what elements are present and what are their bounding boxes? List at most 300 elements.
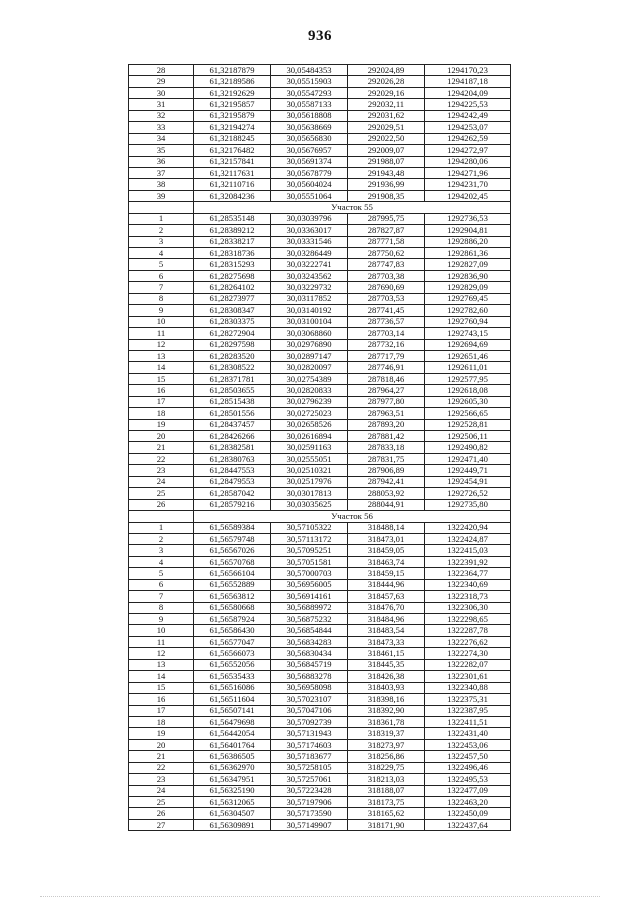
- point-number-cell: 23: [129, 465, 194, 476]
- latitude-cell: 61,32194274: [194, 122, 271, 133]
- longitude-cell: 30,03331546: [271, 236, 348, 247]
- longitude-cell: 30,05676957: [271, 145, 348, 156]
- y-coordinate-cell: 1294170,23: [425, 65, 511, 76]
- table-row: [129, 739, 511, 750]
- longitude-cell: 30,56889972: [271, 602, 348, 613]
- point-number-cell: 27: [129, 819, 194, 830]
- point-number-cell: 7: [129, 282, 194, 293]
- x-coordinate-cell: 287977,80: [348, 396, 425, 407]
- point-number-cell: 18: [129, 716, 194, 727]
- table-row: [129, 453, 511, 464]
- y-coordinate-cell: 1322282,07: [425, 659, 511, 670]
- y-coordinate-cell: 1322340,88: [425, 682, 511, 693]
- x-coordinate-cell: 291908,35: [348, 190, 425, 201]
- x-coordinate-cell: 318476,70: [348, 602, 425, 613]
- x-coordinate-cell: 287750,62: [348, 248, 425, 259]
- latitude-cell: 61,28587042: [194, 488, 271, 499]
- y-coordinate-cell: 1322431,40: [425, 728, 511, 739]
- y-coordinate-cell: 1294280,06: [425, 156, 511, 167]
- table-row: [129, 431, 511, 442]
- longitude-cell: 30,02897147: [271, 350, 348, 361]
- longitude-cell: 30,57113172: [271, 533, 348, 544]
- x-coordinate-cell: 287746,91: [348, 362, 425, 373]
- table-row: [129, 682, 511, 693]
- latitude-cell: 61,32195857: [194, 99, 271, 110]
- y-coordinate-cell: 1292827,09: [425, 259, 511, 270]
- point-number-cell: 12: [129, 648, 194, 659]
- y-coordinate-cell: 1292904,81: [425, 225, 511, 236]
- point-number-cell: 1: [129, 213, 194, 224]
- latitude-cell: 61,32187879: [194, 65, 271, 76]
- x-coordinate-cell: 318165,62: [348, 808, 425, 819]
- table-row: [129, 659, 511, 670]
- longitude-cell: 30,05587133: [271, 99, 348, 110]
- longitude-cell: 30,02754389: [271, 373, 348, 384]
- table-row: [129, 614, 511, 625]
- y-coordinate-cell: 1322274,30: [425, 648, 511, 659]
- longitude-cell: 30,05638669: [271, 122, 348, 133]
- y-coordinate-cell: 1292449,71: [425, 465, 511, 476]
- latitude-cell: 61,56309891: [194, 819, 271, 830]
- x-coordinate-cell: 287771,58: [348, 236, 425, 247]
- coordinates-table-body: [129, 65, 511, 831]
- x-coordinate-cell: 318256,86: [348, 751, 425, 762]
- longitude-cell: 30,03222741: [271, 259, 348, 270]
- latitude-cell: 61,56570768: [194, 556, 271, 567]
- table-row: [129, 179, 511, 190]
- latitude-cell: 61,28273977: [194, 293, 271, 304]
- x-coordinate-cell: 318473,01: [348, 533, 425, 544]
- x-coordinate-cell: 287690,69: [348, 282, 425, 293]
- table-row: [129, 579, 511, 590]
- table-row: [129, 122, 511, 133]
- longitude-cell: 30,57173590: [271, 808, 348, 819]
- latitude-cell: 61,56563812: [194, 591, 271, 602]
- longitude-cell: 30,56830434: [271, 648, 348, 659]
- table-row: [129, 591, 511, 602]
- longitude-cell: 30,57131943: [271, 728, 348, 739]
- latitude-cell: 61,32195879: [194, 110, 271, 121]
- point-number-cell: 3: [129, 236, 194, 247]
- point-number-cell: 26: [129, 499, 194, 510]
- longitude-cell: 30,56914161: [271, 591, 348, 602]
- point-number-cell: 12: [129, 339, 194, 350]
- longitude-cell: 30,57258105: [271, 762, 348, 773]
- longitude-cell: 30,57105322: [271, 522, 348, 533]
- x-coordinate-cell: 287881,42: [348, 431, 425, 442]
- longitude-cell: 30,03363017: [271, 225, 348, 236]
- longitude-cell: 30,03017813: [271, 488, 348, 499]
- longitude-cell: 30,05547293: [271, 87, 348, 98]
- longitude-cell: 30,02820833: [271, 385, 348, 396]
- point-number-cell: 22: [129, 762, 194, 773]
- latitude-cell: 61,28308522: [194, 362, 271, 373]
- latitude-cell: 61,32157841: [194, 156, 271, 167]
- y-coordinate-cell: 1294202,45: [425, 190, 511, 201]
- y-coordinate-cell: 1292471,40: [425, 453, 511, 464]
- table-row: [129, 396, 511, 407]
- point-number-cell: 25: [129, 797, 194, 808]
- latitude-cell: 61,32176482: [194, 145, 271, 156]
- x-coordinate-cell: 292029,51: [348, 122, 425, 133]
- point-number-cell: 17: [129, 705, 194, 716]
- longitude-cell: 30,03140192: [271, 305, 348, 316]
- latitude-cell: 61,28426266: [194, 431, 271, 442]
- latitude-cell: 61,28535148: [194, 213, 271, 224]
- y-coordinate-cell: 1322301,61: [425, 671, 511, 682]
- table-row: [129, 716, 511, 727]
- longitude-cell: 30,56875232: [271, 614, 348, 625]
- point-number-cell: 9: [129, 305, 194, 316]
- latitude-cell: 61,56586430: [194, 625, 271, 636]
- latitude-cell: 61,32110716: [194, 179, 271, 190]
- latitude-cell: 61,28503655: [194, 385, 271, 396]
- y-coordinate-cell: 1322415,03: [425, 545, 511, 556]
- table-row: [129, 419, 511, 430]
- x-coordinate-cell: 318444,96: [348, 579, 425, 590]
- point-number-cell: 2: [129, 225, 194, 236]
- latitude-cell: 61,56362970: [194, 762, 271, 773]
- x-coordinate-cell: 292031,62: [348, 110, 425, 121]
- y-coordinate-cell: 1322420,94: [425, 522, 511, 533]
- longitude-cell: 30,56883278: [271, 671, 348, 682]
- table-row: [129, 87, 511, 98]
- x-coordinate-cell: 287831,75: [348, 453, 425, 464]
- latitude-cell: 61,56507141: [194, 705, 271, 716]
- point-number-cell: 11: [129, 328, 194, 339]
- point-number-cell: 35: [129, 145, 194, 156]
- table-row: [129, 293, 511, 304]
- table-row: [129, 785, 511, 796]
- y-coordinate-cell: 1292829,09: [425, 282, 511, 293]
- table-row: [129, 751, 511, 762]
- y-coordinate-cell: 1292782,60: [425, 305, 511, 316]
- point-number-cell: 19: [129, 728, 194, 739]
- longitude-cell: 30,02510321: [271, 465, 348, 476]
- latitude-cell: 61,56347951: [194, 774, 271, 785]
- x-coordinate-cell: 318361,78: [348, 716, 425, 727]
- table-row: [129, 65, 511, 76]
- latitude-cell: 61,28272904: [194, 328, 271, 339]
- table-row: [129, 499, 511, 510]
- table-row: [129, 442, 511, 453]
- table-row: [129, 328, 511, 339]
- latitude-cell: 61,28515438: [194, 396, 271, 407]
- y-coordinate-cell: 1322391,92: [425, 556, 511, 567]
- point-number-cell: 4: [129, 248, 194, 259]
- point-number-cell: 29: [129, 76, 194, 87]
- y-coordinate-cell: 1294271,96: [425, 167, 511, 178]
- x-coordinate-cell: 291988,07: [348, 156, 425, 167]
- longitude-cell: 30,57183677: [271, 751, 348, 762]
- table-row: [129, 362, 511, 373]
- latitude-cell: 61,56567026: [194, 545, 271, 556]
- latitude-cell: 61,56589384: [194, 522, 271, 533]
- y-coordinate-cell: 1322306,30: [425, 602, 511, 613]
- y-coordinate-cell: 1292886,20: [425, 236, 511, 247]
- latitude-cell: 61,28437457: [194, 419, 271, 430]
- y-coordinate-cell: 1292611,01: [425, 362, 511, 373]
- latitude-cell: 61,28275698: [194, 270, 271, 281]
- coordinates-table: [128, 64, 511, 831]
- table-row: [129, 76, 511, 87]
- section-header-row: [129, 202, 511, 213]
- latitude-cell: 61,56566073: [194, 648, 271, 659]
- longitude-cell: 30,02976890: [271, 339, 348, 350]
- latitude-cell: 61,28338217: [194, 236, 271, 247]
- latitude-cell: 61,56511604: [194, 694, 271, 705]
- point-number-cell: 2: [129, 533, 194, 544]
- y-coordinate-cell: 1292577,95: [425, 373, 511, 384]
- latitude-cell: 61,32117631: [194, 167, 271, 178]
- point-number-cell: 14: [129, 362, 194, 373]
- point-number-cell: 3: [129, 545, 194, 556]
- latitude-cell: 61,56587924: [194, 614, 271, 625]
- point-number-cell: 24: [129, 476, 194, 487]
- x-coordinate-cell: 318483,54: [348, 625, 425, 636]
- table-row: [129, 728, 511, 739]
- x-coordinate-cell: 318459,15: [348, 568, 425, 579]
- x-coordinate-cell: 287893,20: [348, 419, 425, 430]
- point-number-cell: 10: [129, 625, 194, 636]
- point-number-cell: 30: [129, 87, 194, 98]
- x-coordinate-cell: 318484,96: [348, 614, 425, 625]
- y-coordinate-cell: 1292454,91: [425, 476, 511, 487]
- y-coordinate-cell: 1322477,09: [425, 785, 511, 796]
- longitude-cell: 30,03039796: [271, 213, 348, 224]
- x-coordinate-cell: 287833,18: [348, 442, 425, 453]
- table-row: [129, 99, 511, 110]
- x-coordinate-cell: 287964,27: [348, 385, 425, 396]
- longitude-cell: 30,05618808: [271, 110, 348, 121]
- point-number-cell: 11: [129, 636, 194, 647]
- y-coordinate-cell: 1292618,08: [425, 385, 511, 396]
- y-coordinate-cell: 1322340,69: [425, 579, 511, 590]
- y-coordinate-cell: 1322495,53: [425, 774, 511, 785]
- y-coordinate-cell: 1294225,53: [425, 99, 511, 110]
- latitude-cell: 61,28308347: [194, 305, 271, 316]
- table-row: [129, 636, 511, 647]
- longitude-cell: 30,03068860: [271, 328, 348, 339]
- x-coordinate-cell: 318473,33: [348, 636, 425, 647]
- point-number-cell: 8: [129, 293, 194, 304]
- latitude-cell: 61,56312065: [194, 797, 271, 808]
- point-number-cell: 21: [129, 751, 194, 762]
- table-row: [129, 762, 511, 773]
- x-coordinate-cell: 318445,35: [348, 659, 425, 670]
- table-row: [129, 602, 511, 613]
- x-coordinate-cell: 287717,79: [348, 350, 425, 361]
- latitude-cell: 61,56304507: [194, 808, 271, 819]
- point-number-cell: 21: [129, 442, 194, 453]
- section-title: Участок 55: [194, 202, 511, 213]
- y-coordinate-cell: 1322453,06: [425, 739, 511, 750]
- point-number-cell: 7: [129, 591, 194, 602]
- y-coordinate-cell: 1292694,69: [425, 339, 511, 350]
- section-header-row: [129, 511, 511, 522]
- point-number-cell: 25: [129, 488, 194, 499]
- longitude-cell: 30,05678779: [271, 167, 348, 178]
- y-coordinate-cell: 1292736,53: [425, 213, 511, 224]
- table-row: [129, 705, 511, 716]
- y-coordinate-cell: 1322276,62: [425, 636, 511, 647]
- table-row: [129, 259, 511, 270]
- table-row: [129, 568, 511, 579]
- longitude-cell: 30,02796239: [271, 396, 348, 407]
- x-coordinate-cell: 292026,28: [348, 76, 425, 87]
- y-coordinate-cell: 1292566,65: [425, 408, 511, 419]
- table-row: [129, 488, 511, 499]
- point-number-cell: 39: [129, 190, 194, 201]
- point-number-cell: 13: [129, 350, 194, 361]
- y-coordinate-cell: 1322463,20: [425, 797, 511, 808]
- point-number-cell: 26: [129, 808, 194, 819]
- longitude-cell: 30,05515903: [271, 76, 348, 87]
- point-number-cell: 18: [129, 408, 194, 419]
- longitude-cell: 30,03035625: [271, 499, 348, 510]
- x-coordinate-cell: 287703,38: [348, 270, 425, 281]
- point-number-cell: 14: [129, 671, 194, 682]
- latitude-cell: 61,28318736: [194, 248, 271, 259]
- point-number-cell: 38: [129, 179, 194, 190]
- longitude-cell: 30,57223428: [271, 785, 348, 796]
- latitude-cell: 61,56516086: [194, 682, 271, 693]
- point-number-cell: 16: [129, 385, 194, 396]
- latitude-cell: 61,56401764: [194, 739, 271, 750]
- point-number-cell: 33: [129, 122, 194, 133]
- x-coordinate-cell: 291943,48: [348, 167, 425, 178]
- longitude-cell: 30,05691374: [271, 156, 348, 167]
- point-number-cell: 9: [129, 614, 194, 625]
- latitude-cell: 61,28579216: [194, 499, 271, 510]
- y-coordinate-cell: 1322496,46: [425, 762, 511, 773]
- latitude-cell: 61,28447553: [194, 465, 271, 476]
- point-number-cell: 17: [129, 396, 194, 407]
- point-number-cell: 15: [129, 682, 194, 693]
- longitude-cell: 30,02725023: [271, 408, 348, 419]
- latitude-cell: 61,28371781: [194, 373, 271, 384]
- latitude-cell: 61,32084236: [194, 190, 271, 201]
- longitude-cell: 30,57051581: [271, 556, 348, 567]
- point-number-cell: 13: [129, 659, 194, 670]
- y-coordinate-cell: 1322411,51: [425, 716, 511, 727]
- table-row: [129, 808, 511, 819]
- x-coordinate-cell: 288044,91: [348, 499, 425, 510]
- y-coordinate-cell: 1294242,49: [425, 110, 511, 121]
- table-row: [129, 145, 511, 156]
- latitude-cell: 61,56577047: [194, 636, 271, 647]
- x-coordinate-cell: 318188,07: [348, 785, 425, 796]
- x-coordinate-cell: 318173,75: [348, 797, 425, 808]
- longitude-cell: 30,56834283: [271, 636, 348, 647]
- y-coordinate-cell: 1292726,52: [425, 488, 511, 499]
- x-coordinate-cell: 287963,51: [348, 408, 425, 419]
- latitude-cell: 61,28264102: [194, 282, 271, 293]
- latitude-cell: 61,56579748: [194, 533, 271, 544]
- y-coordinate-cell: 1322375,31: [425, 694, 511, 705]
- y-coordinate-cell: 1322298,65: [425, 614, 511, 625]
- section-header-blank-cell: [129, 511, 194, 522]
- x-coordinate-cell: 318457,63: [348, 591, 425, 602]
- point-number-cell: 10: [129, 316, 194, 327]
- latitude-cell: 61,56566104: [194, 568, 271, 579]
- table-row: [129, 556, 511, 567]
- x-coordinate-cell: 291936,99: [348, 179, 425, 190]
- longitude-cell: 30,57095251: [271, 545, 348, 556]
- y-coordinate-cell: 1322318,73: [425, 591, 511, 602]
- y-coordinate-cell: 1292735,80: [425, 499, 511, 510]
- point-number-cell: 19: [129, 419, 194, 430]
- latitude-cell: 61,32189586: [194, 76, 271, 87]
- x-coordinate-cell: 318403,93: [348, 682, 425, 693]
- latitude-cell: 61,32188245: [194, 133, 271, 144]
- table-row: [129, 533, 511, 544]
- y-coordinate-cell: 1292743,15: [425, 328, 511, 339]
- point-number-cell: 23: [129, 774, 194, 785]
- table-row: [129, 339, 511, 350]
- longitude-cell: 30,57000703: [271, 568, 348, 579]
- y-coordinate-cell: 1322457,50: [425, 751, 511, 762]
- y-coordinate-cell: 1294262,59: [425, 133, 511, 144]
- table-row: [129, 270, 511, 281]
- x-coordinate-cell: 287818,46: [348, 373, 425, 384]
- latitude-cell: 61,56442054: [194, 728, 271, 739]
- table-row: [129, 408, 511, 419]
- longitude-cell: 30,57047106: [271, 705, 348, 716]
- longitude-cell: 30,03117852: [271, 293, 348, 304]
- x-coordinate-cell: 318171,90: [348, 819, 425, 830]
- point-number-cell: 5: [129, 568, 194, 579]
- latitude-cell: 61,56552889: [194, 579, 271, 590]
- x-coordinate-cell: 292022,50: [348, 133, 425, 144]
- table-row: [129, 225, 511, 236]
- table-row: [129, 133, 511, 144]
- longitude-cell: 30,05656830: [271, 133, 348, 144]
- y-coordinate-cell: 1294253,07: [425, 122, 511, 133]
- table-row: [129, 385, 511, 396]
- point-number-cell: 28: [129, 65, 194, 76]
- table-row: [129, 819, 511, 830]
- longitude-cell: 30,05551064: [271, 190, 348, 201]
- longitude-cell: 30,05604024: [271, 179, 348, 190]
- table-row: [129, 671, 511, 682]
- section-header-blank-cell: [129, 202, 194, 213]
- longitude-cell: 30,57257061: [271, 774, 348, 785]
- x-coordinate-cell: 287703,53: [348, 293, 425, 304]
- x-coordinate-cell: 292009,07: [348, 145, 425, 156]
- latitude-cell: 61,56386505: [194, 751, 271, 762]
- section-title: Участок 56: [194, 511, 511, 522]
- y-coordinate-cell: 1292605,30: [425, 396, 511, 407]
- x-coordinate-cell: 318319,37: [348, 728, 425, 739]
- y-coordinate-cell: 1322424,87: [425, 533, 511, 544]
- table-row: [129, 476, 511, 487]
- point-number-cell: 37: [129, 167, 194, 178]
- y-coordinate-cell: 1322364,77: [425, 568, 511, 579]
- table-row: [129, 167, 511, 178]
- page-bottom-divider: [40, 896, 600, 897]
- longitude-cell: 30,57174603: [271, 739, 348, 750]
- latitude-cell: 61,28479553: [194, 476, 271, 487]
- x-coordinate-cell: 292032,11: [348, 99, 425, 110]
- table-row: [129, 305, 511, 316]
- longitude-cell: 30,56958098: [271, 682, 348, 693]
- table-row: [129, 110, 511, 121]
- table-row: [129, 545, 511, 556]
- longitude-cell: 30,02555051: [271, 453, 348, 464]
- point-number-cell: 16: [129, 694, 194, 705]
- latitude-cell: 61,28303375: [194, 316, 271, 327]
